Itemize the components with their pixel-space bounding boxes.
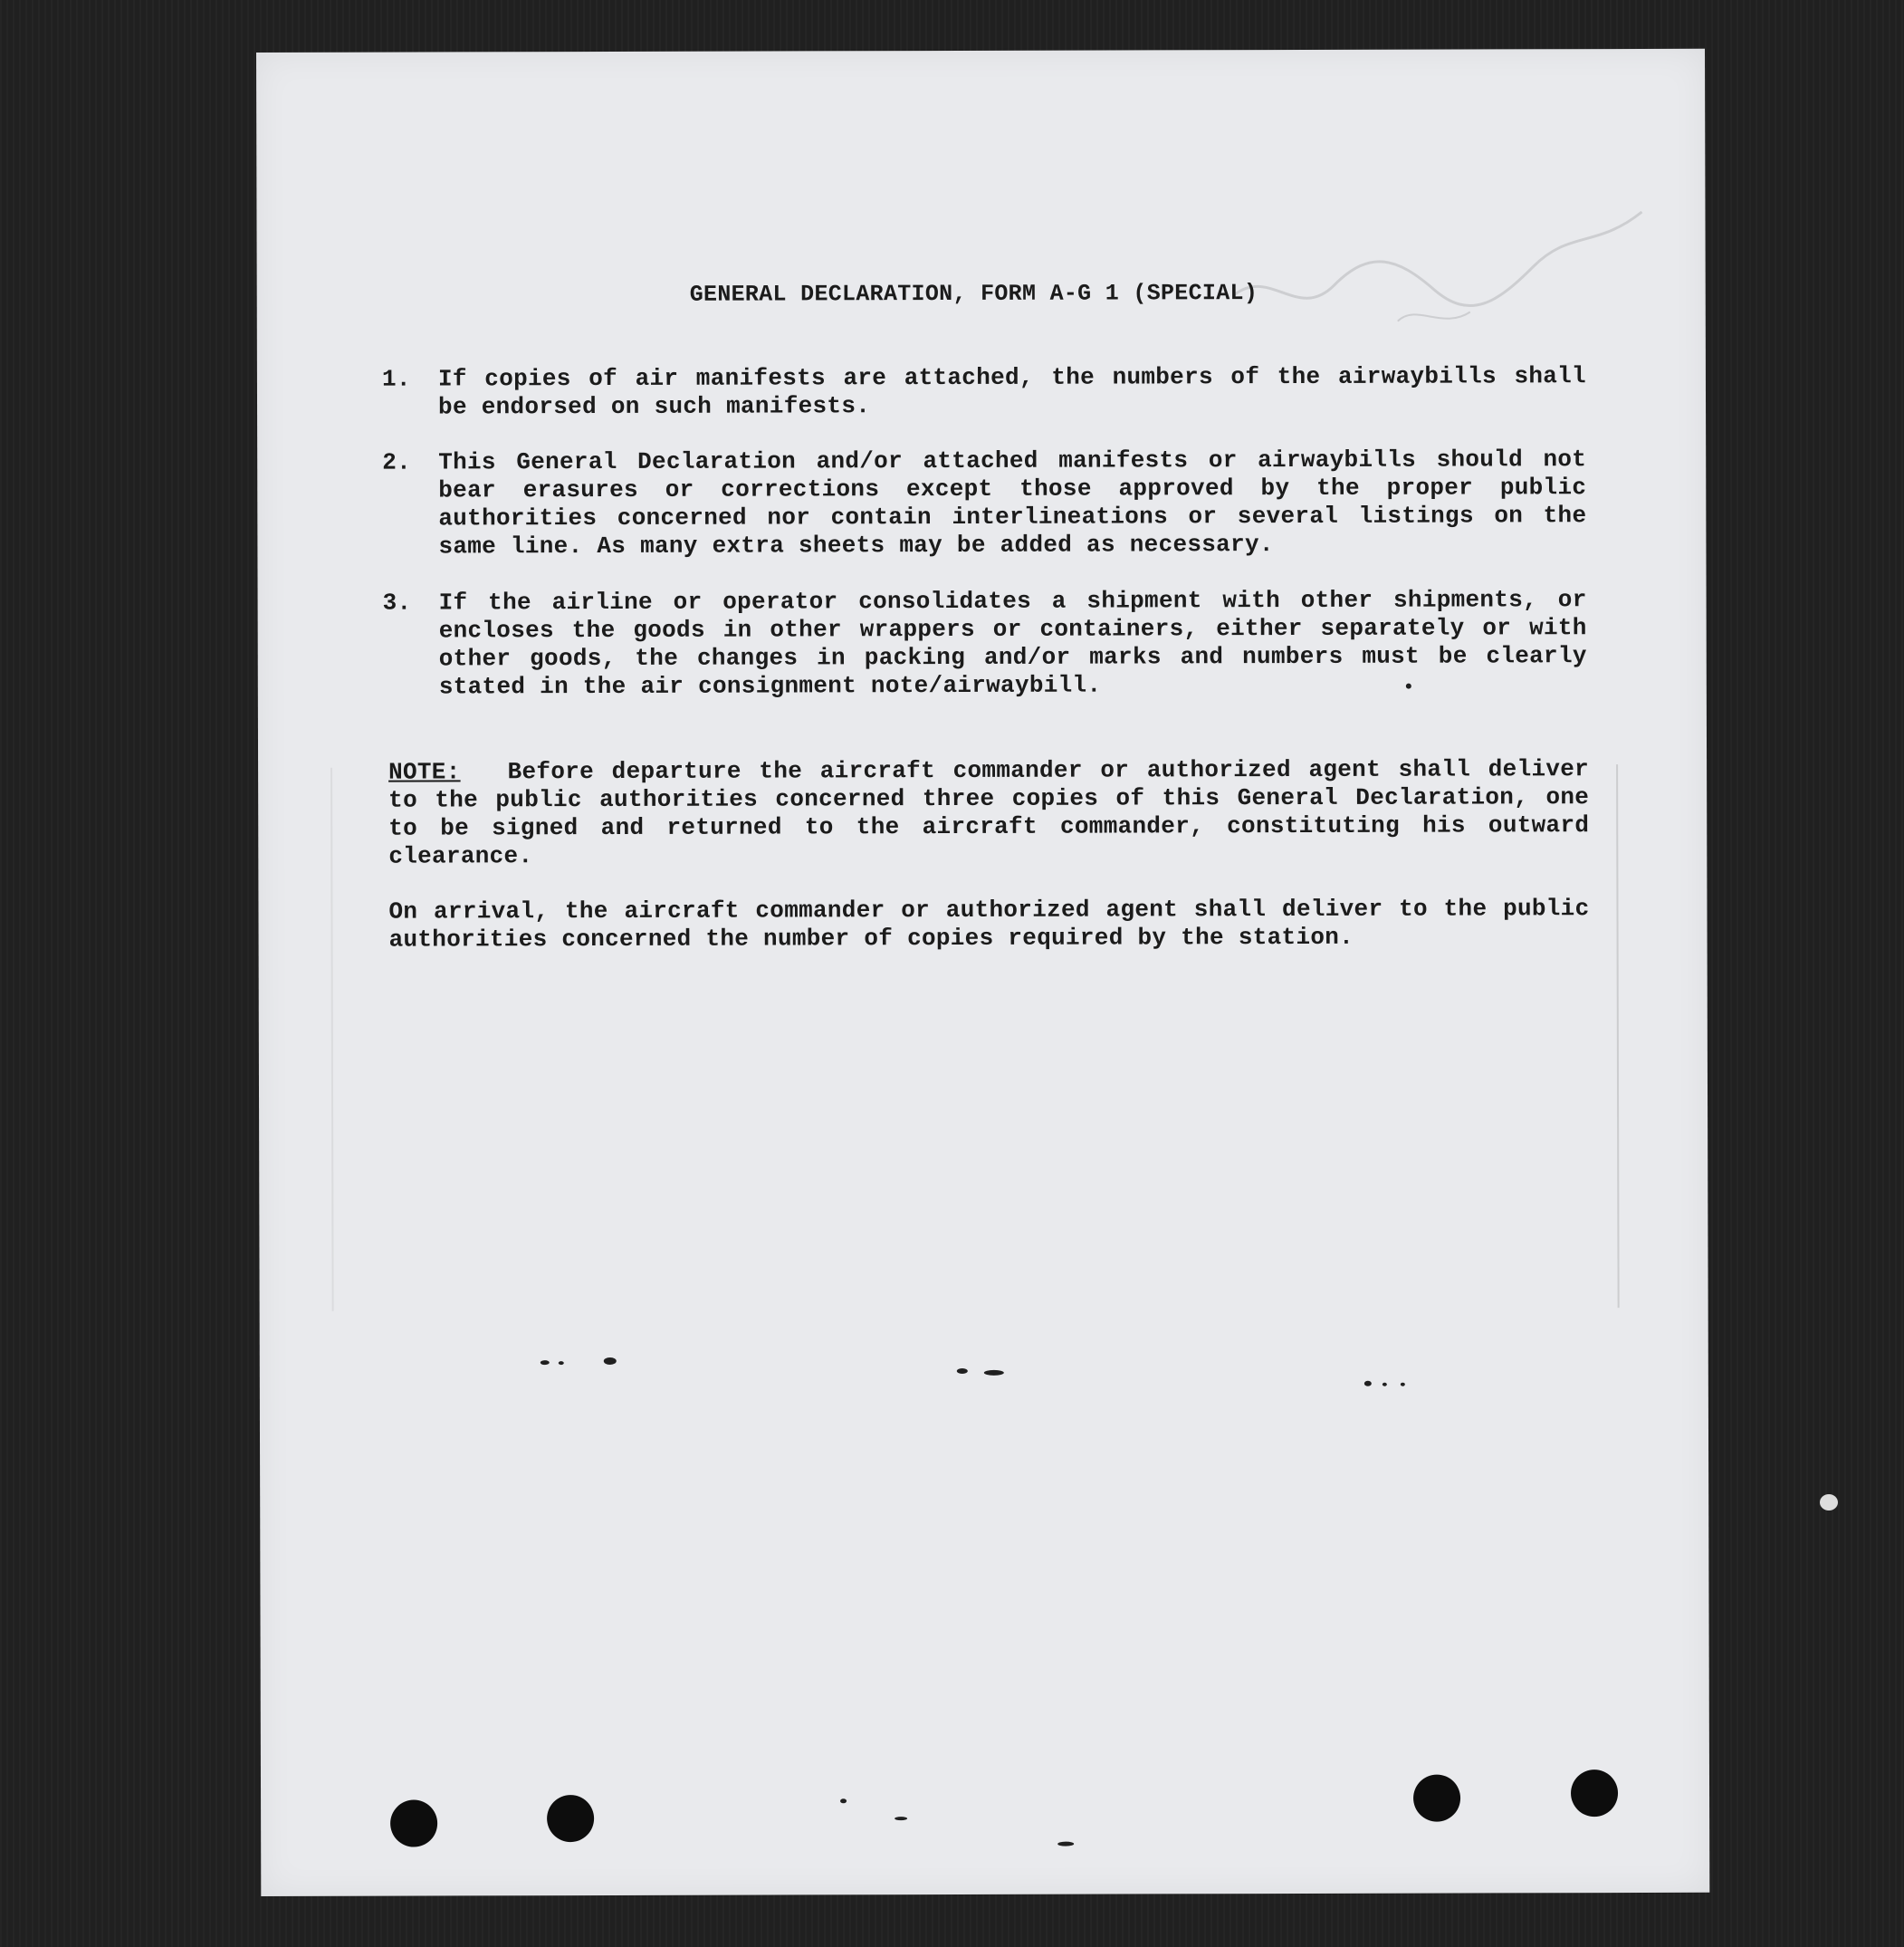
document-title: GENERAL DECLARATION, FORM A-G 1 (SPECIAL) xyxy=(689,280,1258,308)
item-number: 3. xyxy=(382,589,412,617)
note-label: NOTE: xyxy=(388,758,461,786)
ink-speck xyxy=(984,1370,1004,1376)
ink-speck xyxy=(1406,684,1411,689)
punch-hole xyxy=(390,1799,437,1846)
punch-hole xyxy=(547,1795,594,1842)
note-paragraph xyxy=(388,755,1589,870)
list-item xyxy=(382,446,1586,561)
handwriting-bleed-through xyxy=(1216,194,1651,376)
scan-artifact xyxy=(1820,1494,1838,1511)
punch-hole xyxy=(1413,1775,1460,1822)
punch-hole xyxy=(1571,1770,1618,1817)
ink-speck xyxy=(1364,1381,1372,1386)
ink-speck xyxy=(1401,1383,1405,1386)
ink-speck xyxy=(840,1798,847,1803)
ink-speck xyxy=(957,1368,968,1374)
arrival-paragraph: On arrival, the aircraft commander or authorized agent shall deliver to the public authorities concerned the number of copies required by the station. xyxy=(388,895,1590,954)
list-item xyxy=(382,362,1586,421)
item-number: 1. xyxy=(381,365,411,393)
ink-speck xyxy=(1057,1842,1074,1846)
item-text: This General Declaration and/or attached manifests or airwaybills should not bear erasures or corrections except those approved by the proper public authorities concerned nor contain interlineations or several listings on the same line. As many extra sheets may be added as necessary. xyxy=(438,446,1587,561)
ink-speck xyxy=(604,1357,617,1365)
ink-speck xyxy=(895,1817,907,1820)
ink-speck xyxy=(1383,1383,1387,1386)
ink-speck xyxy=(541,1360,550,1365)
note-text: Before departure the aircraft commander or authorized agent shall deliver to the public authorities concerned three copies of this General Declaration, one to be signed and returned to the aircraft commander, constituting his outward clearance. xyxy=(388,755,1590,870)
document-page xyxy=(256,49,1709,1896)
item-number: 2. xyxy=(382,448,412,476)
ink-speck xyxy=(559,1361,564,1365)
item-text: If the airline or operator consolidates a shipment with other shipments, or encloses the goods in other wrappers or containers, either separately or with other goods, the changes in packing and/or marks and numbers must be clearly stated in the air consignment note/airwaybill. xyxy=(438,586,1587,701)
item-text: If copies of air manifests are attached, the numbers of the airwaybills shall be endorsed on such manifests. xyxy=(437,362,1586,421)
